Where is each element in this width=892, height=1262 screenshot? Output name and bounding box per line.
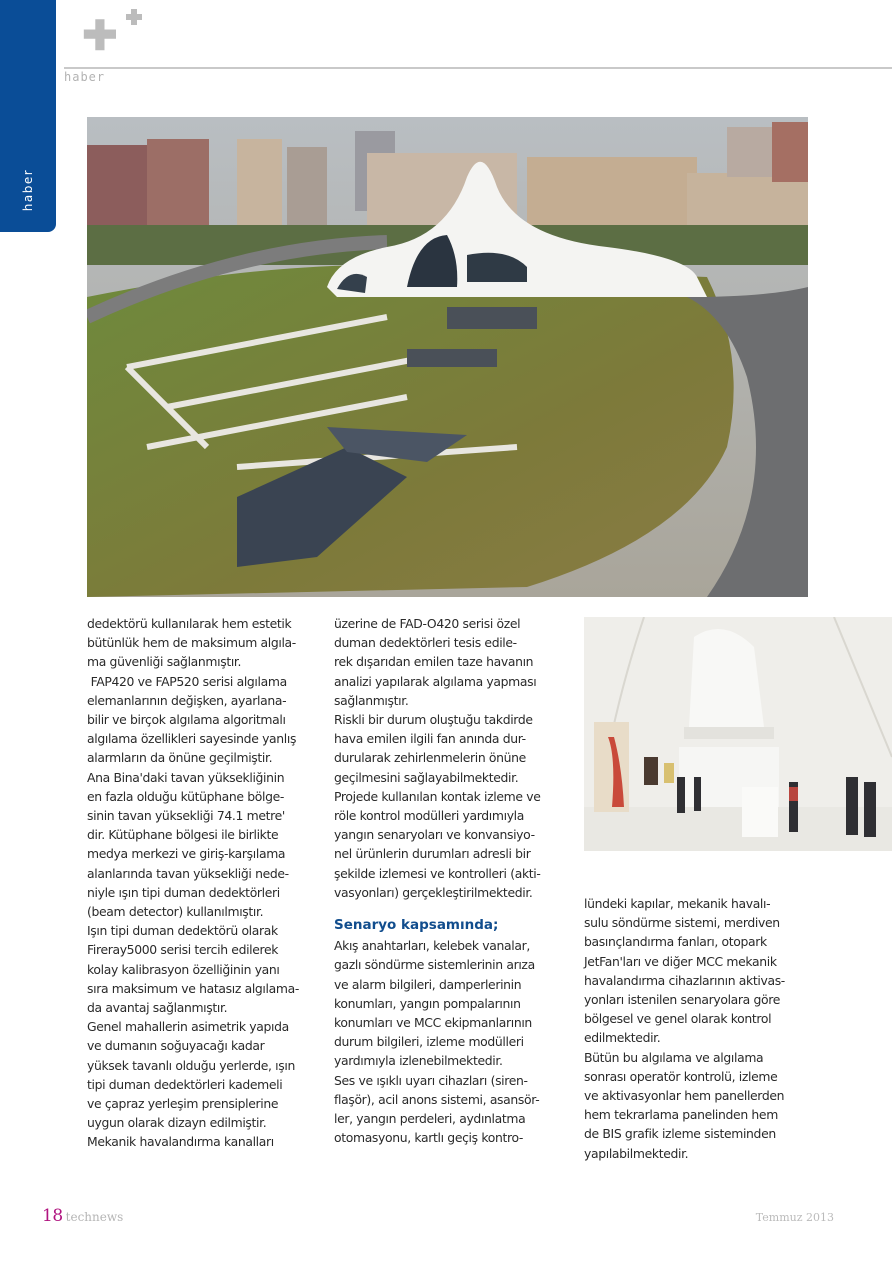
body-line: durum bilgileri, izleme modülleri <box>334 1034 524 1050</box>
body-line: Bütün bu algılama ve algılama <box>584 1049 764 1065</box>
magazine-name: technews <box>65 1210 124 1224</box>
section-label: haber <box>64 70 106 84</box>
body-line: FAP420 ve FAP520 serisi algılama <box>87 673 287 689</box>
aerial-building-photo <box>87 117 808 597</box>
body-line: şekilde izlemesi ve kontrolleri (akti- <box>334 865 541 881</box>
body-line: yardımıyla izlenebilmektedir. <box>334 1053 503 1069</box>
body-line: elemanlarının değişken, ayarlana- <box>87 692 287 708</box>
section-side-tab <box>0 0 56 232</box>
body-line: Ana Bina'daki tavan yüksekliğinin <box>87 769 285 785</box>
article-column-2 <box>334 614 574 1147</box>
body-line: konumları ve MCC ekipmanlarının <box>334 1015 532 1031</box>
body-line: da avantaj sağlanmıştır. <box>87 1000 228 1016</box>
body-line: bilir ve birçok algılama algoritmalı <box>87 712 286 728</box>
article-column-3 <box>584 894 824 1163</box>
body-line: duman dedektörleri tesis edile- <box>334 635 517 651</box>
body-line: sinin tavan yüksekliği 74.1 metre' <box>87 808 285 824</box>
body-line: Ses ve ışıklı uyarı cihazları (siren- <box>334 1072 528 1088</box>
body-line: ma güvenliği sağlanmıştır. <box>87 654 242 670</box>
body-line: algılama özellikleri sayesinde yanlış <box>87 731 297 747</box>
body-line: konumları, yangın pompalarının <box>334 995 521 1011</box>
body-line: hava emilen ilgili fan anında dur- <box>334 731 526 747</box>
body-line: yapılabilmektedir. <box>584 1145 689 1161</box>
header-rule <box>64 67 892 69</box>
body-line: analizi yapılarak algılama yapması <box>334 673 537 689</box>
body-line: üzerine de FAD-O420 serisi özel <box>334 616 521 631</box>
body-line: ve çapraz yerleşim prensiplerine <box>87 1096 279 1112</box>
body-line: medya merkezi ve giriş-karşılama <box>87 846 286 862</box>
body-line: tipi duman dedektörleri kademeli <box>87 1076 283 1092</box>
body-line: geçilmesini sağlayabilmektedir. <box>334 769 519 785</box>
body-line: nel ürünlerin durumları adresli bir <box>334 846 531 862</box>
body-line: ler, yangın perdeleri, aydınlatma <box>334 1111 526 1127</box>
issue-date: Temmuz 2013 <box>755 1211 834 1224</box>
body-line: röle kontrol modülleri yardımıyla <box>334 808 525 824</box>
body-line: sıra maksimum ve hatasız algılama- <box>87 980 299 996</box>
body-line: sonrası operatör kontrolü, izleme <box>584 1068 778 1084</box>
body-line: Riskli bir durum oluştuğu takdirde <box>334 712 533 728</box>
body-line: uygun olarak dizayn edilmiştir. <box>87 1115 267 1131</box>
body-line: basınçlandırma fanları, otopark <box>584 934 767 950</box>
double-plus-logo-icon <box>80 6 144 60</box>
body-line: vasyonları) gerçekleştirilmektedir. <box>334 884 533 900</box>
body-line: ve dumanın soğuyacağı kadar <box>87 1038 265 1054</box>
body-line: dir. Kütüphane bölgesi ile birlikte <box>87 827 279 843</box>
body-line: JetFan'ları ve diğer MCC mekanik <box>584 953 777 969</box>
body-line: yüksek tavanlı olduğu yerlerde, ışın <box>87 1057 295 1073</box>
body-line: niyle ışın tipi duman dedektörleri <box>87 884 280 900</box>
body-line: gazlı söndürme sistemlerinin arıza <box>334 957 535 973</box>
body-line: ve alarm bilgileri, damperlerinin <box>334 976 522 992</box>
interior-gallery-photo <box>584 617 892 851</box>
body-line: alarmların da önüne geçilmiştir. <box>87 750 273 766</box>
body-line: otomasyonu, kartlı geçiş kontro- <box>334 1130 524 1146</box>
article-column-1 <box>87 614 327 1152</box>
body-line: alanlarında tavan yüksekliği nede- <box>87 865 289 881</box>
body-line: yangın senaryoları ve konvansiyo- <box>334 827 535 843</box>
page-number: 18 <box>42 1206 63 1226</box>
body-line: edilmektedir. <box>584 1030 661 1046</box>
body-line: Genel mahallerin asimetrik yapıda <box>87 1019 289 1035</box>
body-line: havalandırma cihazlarının aktivas- <box>584 972 785 988</box>
body-line: en fazla olduğu kütüphane bölge- <box>87 788 284 804</box>
body-line: Işın tipi duman dedektörü olarak <box>87 923 278 939</box>
body-line: Projede kullanılan kontak izleme ve <box>334 788 541 804</box>
body-line: Fireray5000 serisi tercih edilerek <box>87 942 279 958</box>
body-line: hem tekrarlama panelinden hem <box>584 1107 778 1123</box>
body-line: ve aktivasyonlar hem panellerden <box>584 1088 785 1104</box>
body-line: Mekanik havalandırma kanalları <box>87 1134 274 1150</box>
body-line: Akış anahtarları, kelebek vanalar, <box>334 938 530 954</box>
body-line: yonları istenilen senaryolara göre <box>584 992 780 1008</box>
body-line: de BIS grafik izleme sisteminden <box>584 1126 776 1142</box>
body-line: lündeki kapılar, mekanik havalı- <box>584 896 771 911</box>
body-line: durularak zehirlenmelerin önüne <box>334 750 526 766</box>
body-line: sulu söndürme sistemi, merdiven <box>584 915 780 931</box>
page-footer-left <box>42 1206 123 1226</box>
body-line: rek dışarıdan emilen taze havanın <box>334 654 534 670</box>
body-line: kolay kalibrasyon özelliğinin yanı <box>87 961 280 977</box>
body-line: bütünlük hem de maksimum algıla- <box>87 635 296 651</box>
body-line: sağlanmıştır. <box>334 692 409 708</box>
body-line: flaşör), acil anons sistemi, asansör- <box>334 1091 540 1107</box>
section-subheading: Senaryo kapsamında; <box>334 917 499 934</box>
body-line: dedektörü kullanılarak hem estetik <box>87 616 292 631</box>
side-tab-label: haber <box>21 168 35 212</box>
body-line: bölgesel ve genel olarak kontrol <box>584 1011 772 1027</box>
body-line: (beam detector) kullanılmıştır. <box>87 904 264 920</box>
